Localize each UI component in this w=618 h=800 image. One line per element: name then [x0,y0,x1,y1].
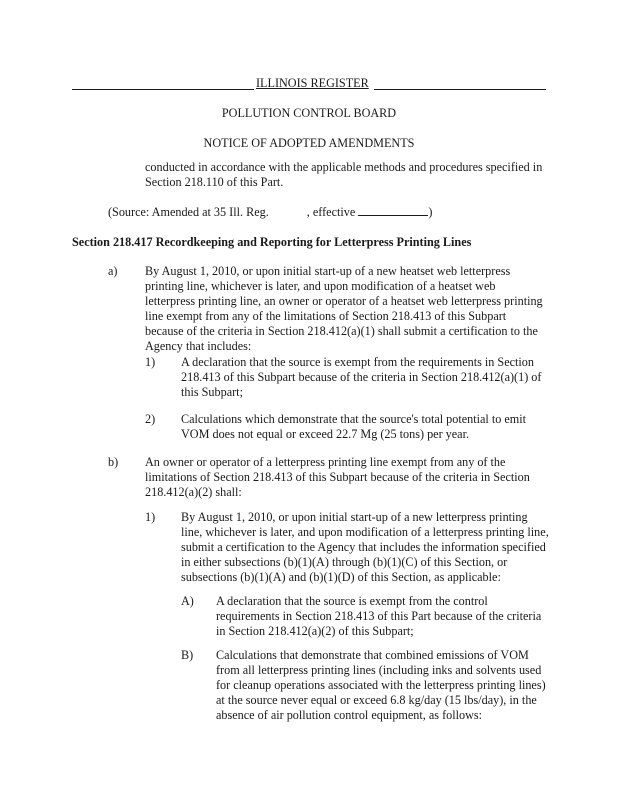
item-a-1-text: A declaration that the source is exempt from the requirements in Section 218.413 of this Subpart because of the criteria in Section 218.412(a)(1) of this Subpart; [181,355,542,399]
source-note [108,205,548,220]
effective-date-blank [358,205,428,216]
item-b-1-text: By August 1, 2010, or upon initial start-up of a new letterpress printing line, whichever is later, and upon modification of a letterpress printing line, submit a certification to the Agency that includes the information specified in either subsections (b)(1)(A) through (b)(1)(C) of this Section, or subsections (b)(1)(A) and (b)(1)(D) of this Section, as applicable: [181,510,549,584]
item-b-1-B-text: Calculations that demonstrate that combined emissions of VOM from all letterpress printing lines (including inks and solvents used for cleanup operations associated with the letterpress printing lines) at the source never equal or exceed 6.8 kg/day (15 lbs/day), in the absence of air pollution control equipment, as follows: [216,648,546,722]
item-b-1-label: 1) [145,510,156,524]
register-title: ILLINOIS REGISTER [256,76,369,90]
item-a-2-text: Calculations which demonstrate that the source's total potential to emit VOM does not equal or exceed 22.7 Mg (25 tons) per year. [181,412,527,441]
item-a-2-label: 2) [145,412,156,426]
item-b-label: b) [108,455,119,469]
board-title: POLLUTION CONTROL BOARD [221,106,397,120]
continuation-paragraph: conducted in accordance with the applicable methods and procedures specified in Section 218.110 of this Part. [145,160,543,189]
source-prefix: (Source: Amended at 35 Ill. Reg. [108,205,269,219]
item-b-1-A-text: A declaration that the source is exempt from the control requirements in Section 218.413 of this Part because of the criteria in Section 218.412(a)(2) of this Subpart; [216,594,542,638]
notice-title: NOTICE OF ADOPTED AMENDMENTS [203,136,415,150]
item-a-text: By August 1, 2010, or upon initial start-up of a new heatset web letterpress printing line, whichever is later, and upon modification of a heatset web letterpress printing line, an owner or operator of a heatset web letterpress printing line exempt from any of the limitations of Section 218.413 of this Subpart because of the criteria in Section 218.412(a)(1) shall submit a certification to the Agency that includes: [145,264,543,353]
source-effective: , effective [306,205,356,219]
item-b-1-A-label: A) [181,594,194,608]
item-b-text: An owner or operator of a letterpress printing line exempt from any of the limitations of Section 218.413 of this Subpart because of the criteria in Section 218.412(a)(2) shall: [145,455,530,499]
source-close: ) [428,205,433,219]
section-heading: Section 218.417 Recordkeeping and Reporting for Letterpress Printing Lines [72,235,472,249]
register-header [72,76,546,92]
item-a-1-label: 1) [145,355,156,369]
header-rule-left [72,89,254,90]
header-rule-right [374,89,546,90]
item-b-1-B-label: B) [181,648,194,662]
item-a-label: a) [108,264,118,278]
